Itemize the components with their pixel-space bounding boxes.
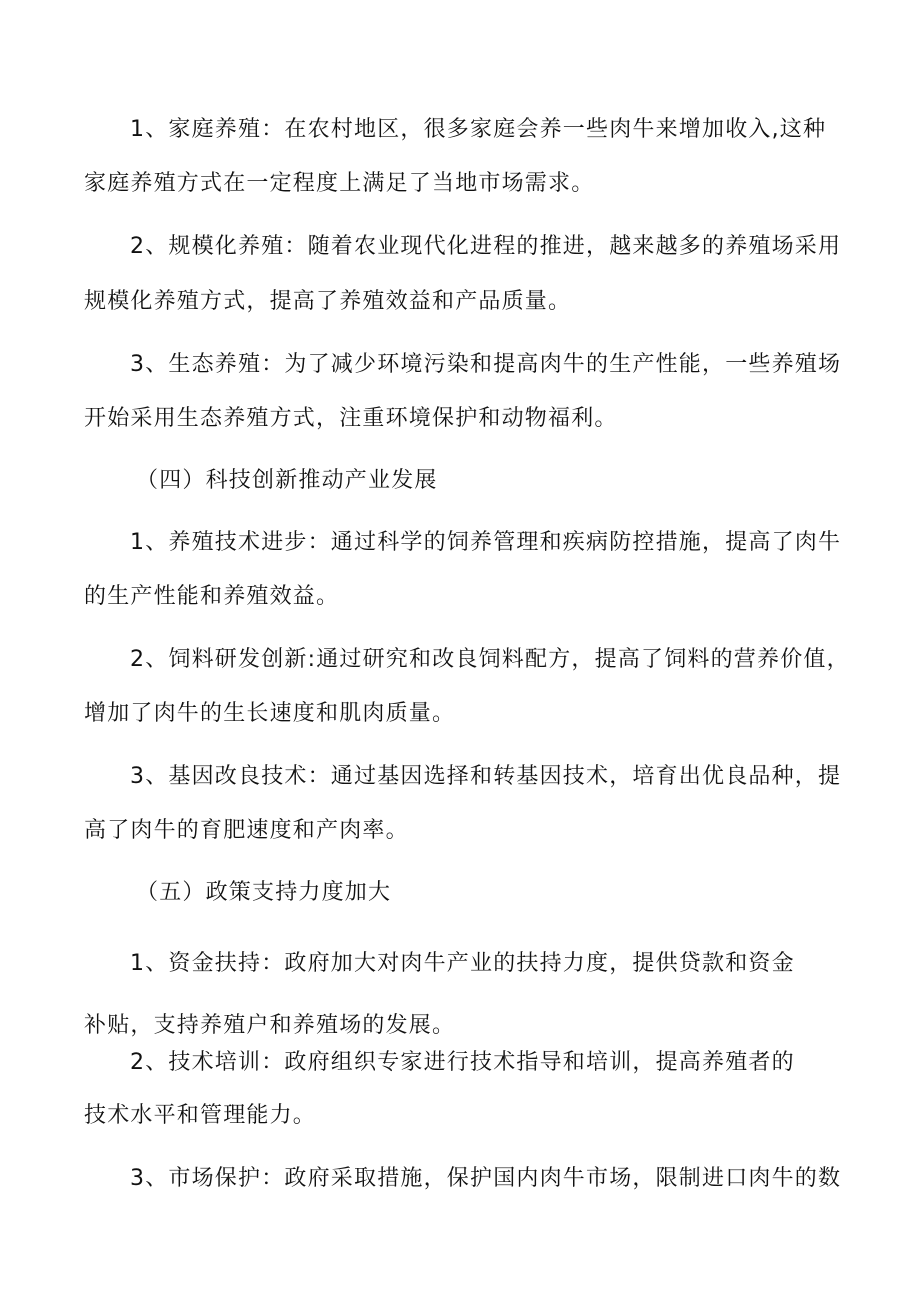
p7-line1: 1、资金扶持：政府加大对肉牛产业的扶持力度，提供贷款和资金 (130, 951, 795, 976)
p5-line2: 增加了肉牛的生长速度和肌肉质量。 (84, 701, 456, 726)
p5-line1: 2、饲料研发创新:通过研究和改良饲料配方，提高了饲料的营养价值， (130, 647, 850, 672)
p8-line2: 技术水平和管理能力。 (84, 1103, 317, 1128)
p3-line1: 3、生态养殖：为了减少环境污染和提高肉牛的生产性能，一些养殖场 (130, 352, 842, 377)
p4-line2: 的生产性能和养殖效益。 (84, 584, 340, 609)
p2-line1: 2、规模化养殖：随着农业现代化进程的推进，越来越多的养殖场采用 (130, 234, 842, 259)
section-heading-4: （四）科技创新推动产业发展 (136, 468, 438, 493)
p6-line1: 3、基因改良技术：通过基因选择和转基因技术，培育出优良品种，提 (130, 764, 842, 789)
p1-line2: 家庭养殖方式在一定程度上满足了当地市场需求。 (84, 171, 595, 196)
p3-line2: 开始采用生态养殖方式，注重环境保护和动物福利。 (84, 406, 618, 431)
p1-line1: 1、家庭养殖：在农村地区，很多家庭会养一些肉牛来增加收入,这种 (130, 117, 827, 142)
p4-line1: 1、养殖技术进步：通过科学的饲养管理和疾病防控措施，提高了肉牛 (130, 530, 842, 555)
section-heading-5: （五）政策支持力度加大 (136, 880, 392, 905)
p8-line1: 2、技术培训：政府组织专家进行技术指导和培训，提高养殖者的 (130, 1050, 795, 1075)
p6-line2: 高了肉牛的育肥速度和产肉率。 (84, 818, 409, 843)
p7-line2: 补贴，支持养殖户和养殖场的发展。 (84, 1013, 456, 1038)
p9-line1: 3、市场保护：政府采取措施，保护国内肉牛市场，限制进口肉牛的数 (130, 1166, 842, 1191)
p2-line2: 规模化养殖方式，提高了养殖效益和产品质量。 (84, 289, 572, 314)
